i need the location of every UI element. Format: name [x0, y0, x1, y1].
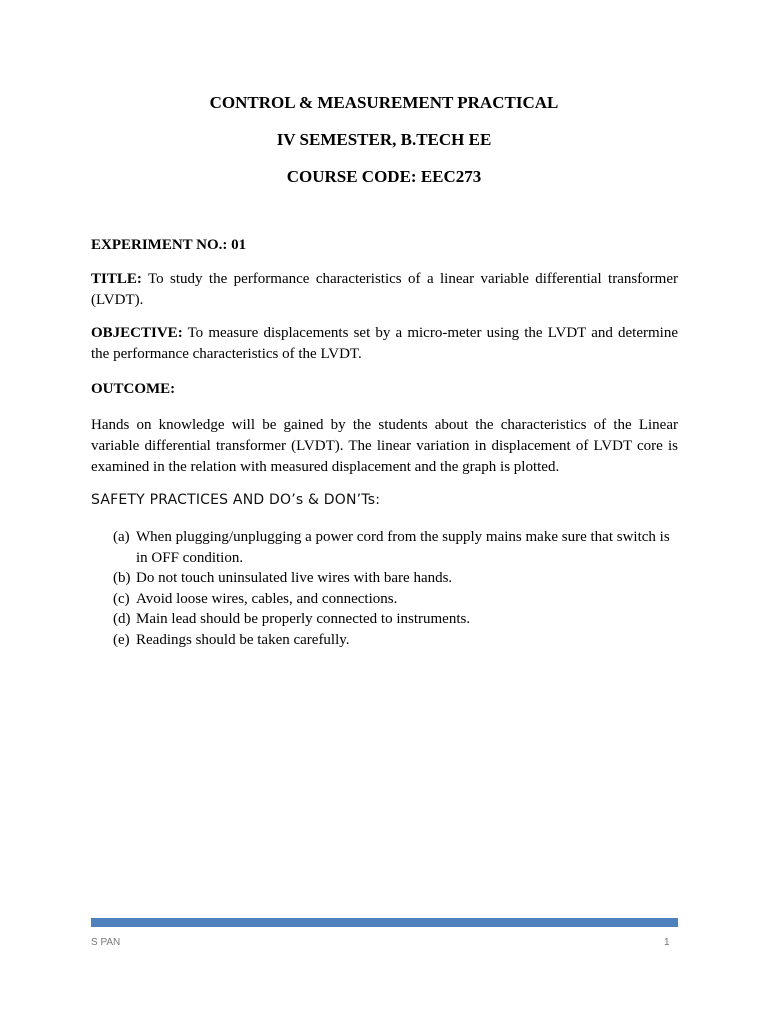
objective-label: OBJECTIVE:: [91, 325, 183, 341]
list-marker: (e): [113, 631, 130, 648]
list-text: When plugging/unplugging a power cord from the supply mains make sure that switch is in OFF condition.: [136, 529, 670, 566]
title-paragraph: [91, 269, 678, 311]
outcome-heading: OUTCOME:: [91, 381, 176, 397]
list-item: [113, 589, 678, 610]
header-course-code: COURSE CODE: EEC273: [286, 167, 482, 186]
objective-paragraph: [91, 323, 678, 365]
list-item: [113, 527, 678, 568]
safety-heading: SAFETY PRACTICES AND DO’s & DON’Ts:: [91, 492, 381, 508]
footer-author: S PAN: [91, 937, 121, 948]
list-item: [113, 630, 678, 651]
list-text: Do not touch uninsulated live wires with bare hands.: [136, 570, 453, 587]
safety-list: [113, 527, 678, 651]
list-item: [113, 568, 678, 589]
list-marker: (c): [113, 590, 130, 607]
list-text: Avoid loose wires, cables, and connections.: [136, 590, 398, 607]
list-marker: (a): [113, 529, 130, 545]
list-marker: (b): [113, 570, 131, 587]
footer-page-number: 1: [664, 937, 670, 948]
list-marker: (d): [113, 611, 131, 628]
title-text: To study the performance characteristics of a linear variable differential transformer (LVDT).: [91, 271, 678, 308]
list-text: Main lead should be properly connected to instruments.: [136, 611, 471, 628]
title-label: TITLE:: [91, 271, 142, 287]
list-text: Readings should be taken carefully.: [136, 631, 350, 648]
header-semester: IV SEMESTER, B.TECH EE: [276, 130, 492, 149]
objective-text: To measure displacements set by a micro-meter using the LVDT and determine the performance characteristics of the LVDT.: [91, 325, 678, 362]
outcome-paragraph: Hands on knowledge will be gained by the students about the characteristics of the Linear variable differential transformer (LVDT). The linear variation in displacement of LVDT core is examined in the relation with measured displacement and the graph is plotted.: [91, 417, 678, 475]
experiment-number: EXPERIMENT NO.: 01: [91, 237, 247, 253]
list-item: [113, 609, 678, 630]
footer-divider: [91, 918, 678, 927]
header-title: CONTROL & MEASUREMENT PRACTICAL: [209, 93, 559, 112]
